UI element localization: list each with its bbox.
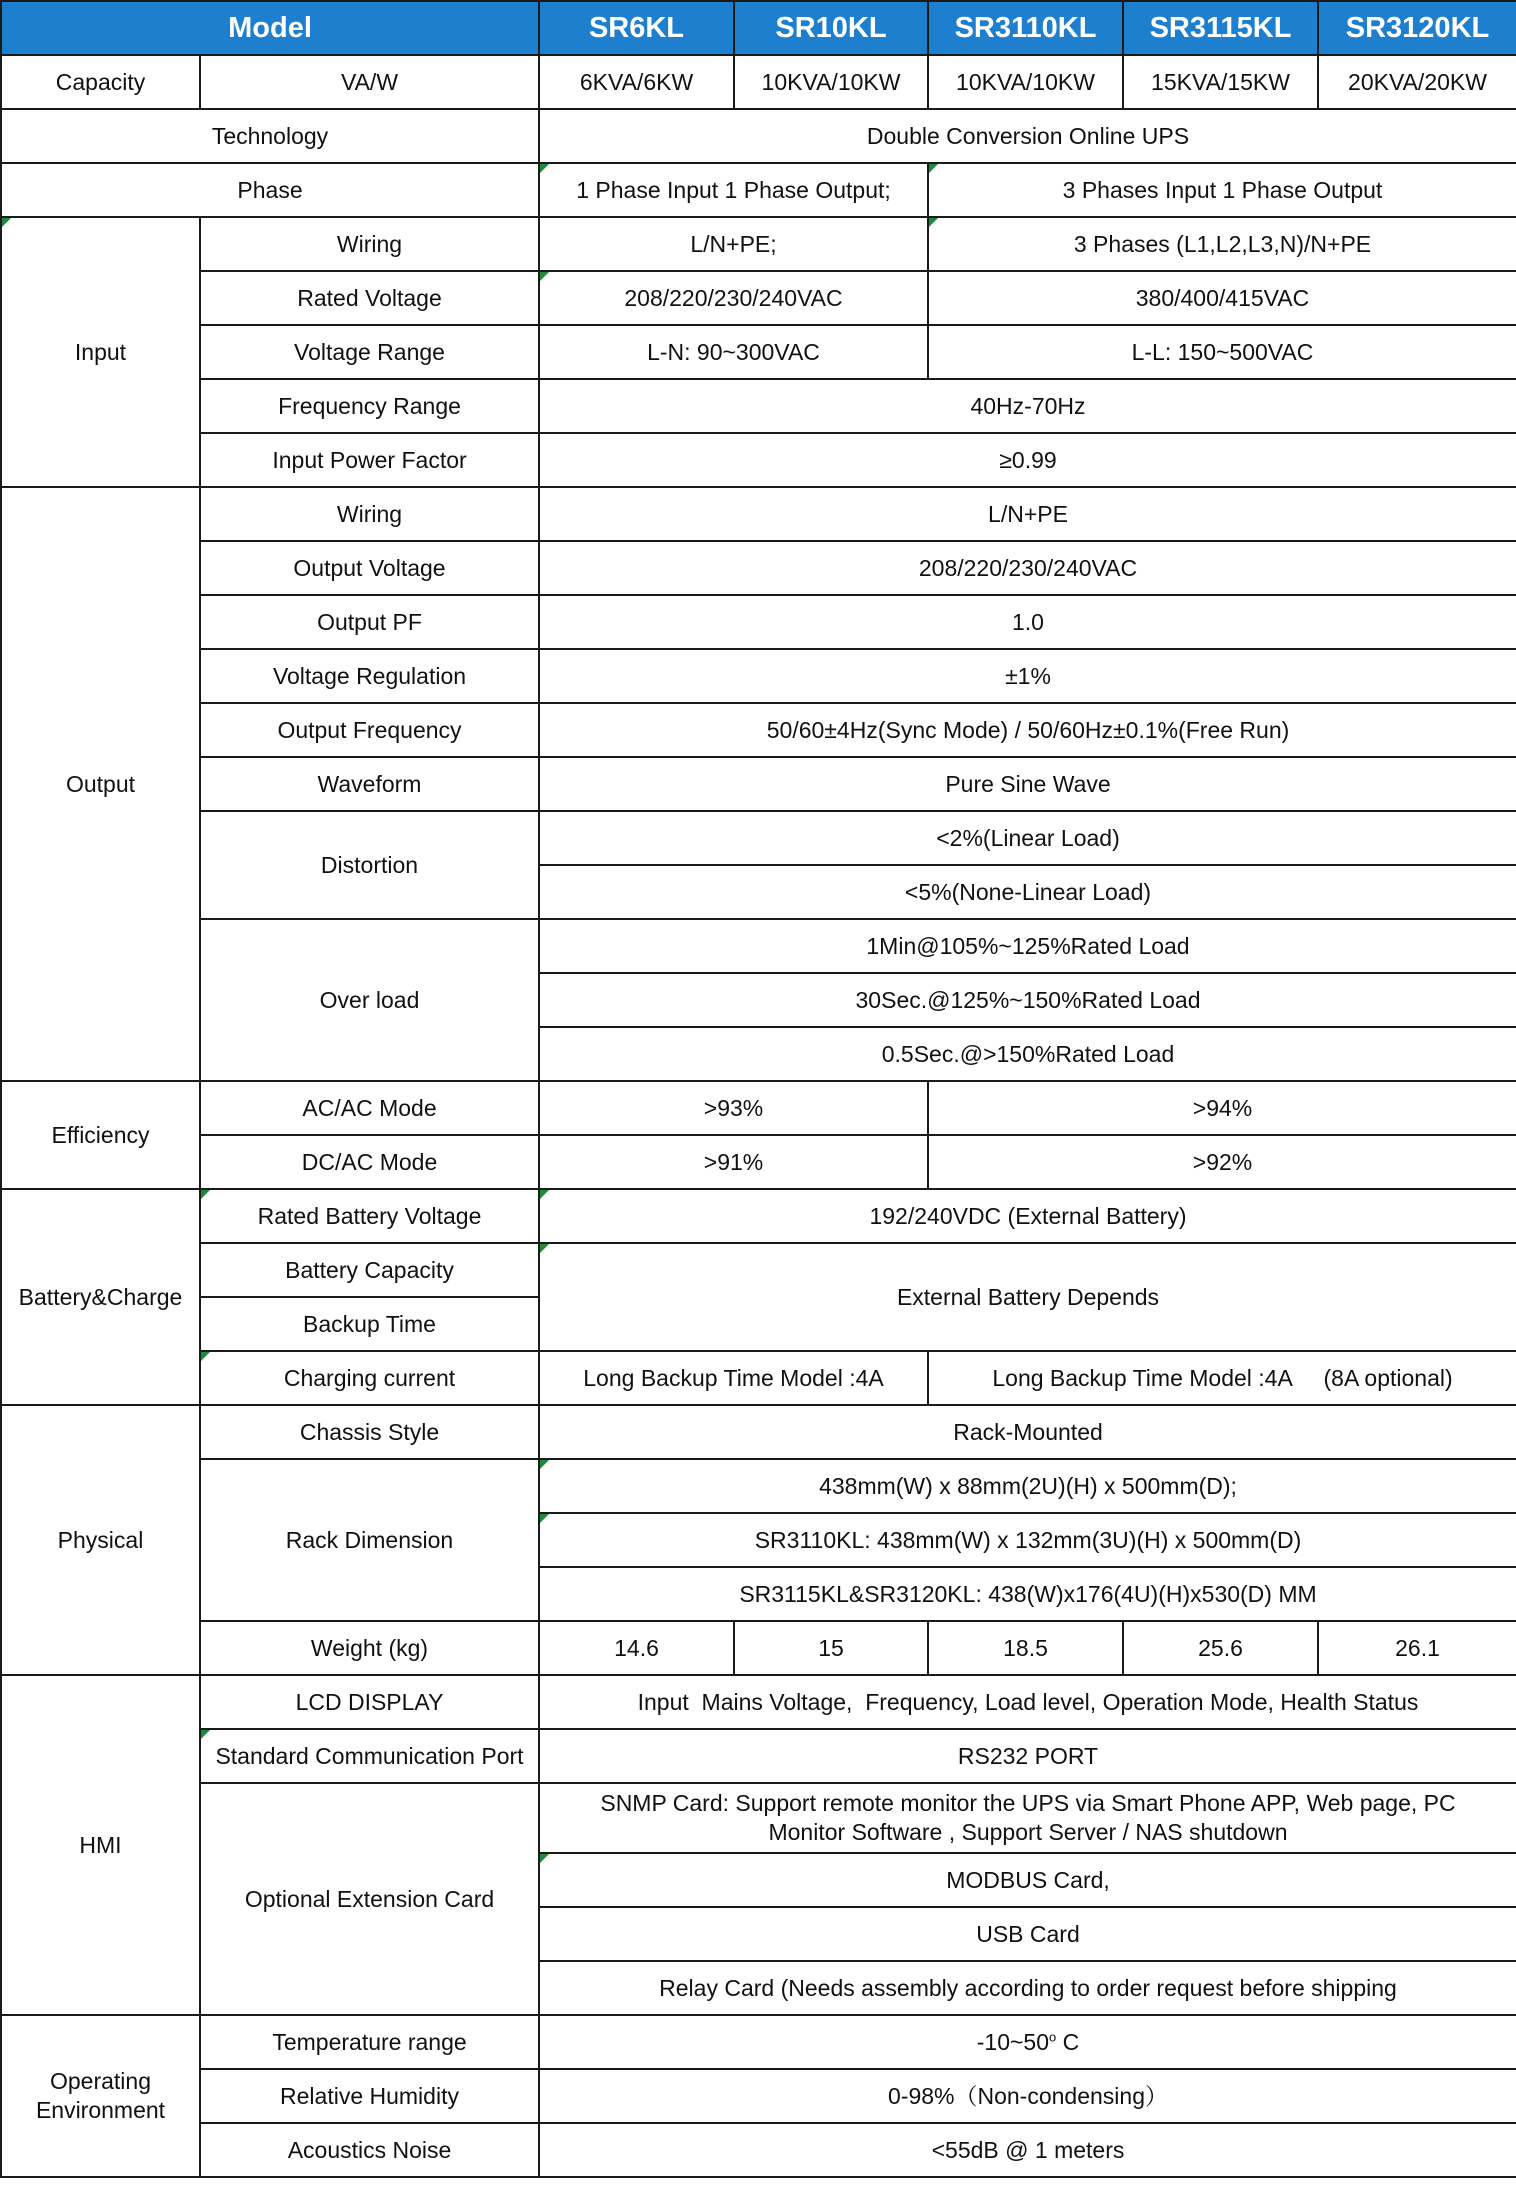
model-name: SR6KL bbox=[539, 1, 734, 55]
humidity-label: Relative Humidity bbox=[200, 2069, 539, 2123]
model-name: SR3115KL bbox=[1123, 1, 1318, 55]
environment-group-label: Operating Environment bbox=[1, 2015, 200, 2177]
temperature-label: Temperature range bbox=[200, 2015, 539, 2069]
efficiency-group-label: Efficiency bbox=[1, 1081, 200, 1189]
distortion-row bbox=[1, 811, 1516, 865]
capacity-row bbox=[1, 55, 1516, 109]
weight-value: 26.1 bbox=[1318, 1621, 1516, 1675]
waveform-value: Pure Sine Wave bbox=[539, 757, 1516, 811]
voltage-range-three: L-L: 150~500VAC bbox=[928, 325, 1516, 379]
model-name: SR3120KL bbox=[1318, 1, 1516, 55]
usb-card-value: USB Card bbox=[539, 1907, 1516, 1961]
comm-port-value: RS232 PORT bbox=[539, 1729, 1516, 1783]
output-wiring-label: Wiring bbox=[200, 487, 539, 541]
input-wiring-label: Wiring bbox=[200, 217, 539, 271]
comm-port-row bbox=[1, 1729, 1516, 1783]
humidity-row bbox=[1, 2069, 1516, 2123]
distortion-nonlinear: <5%(None-Linear Load) bbox=[539, 865, 1516, 919]
battery-capacity-label: Battery Capacity bbox=[200, 1243, 539, 1297]
rated-voltage-three: 380/400/415VAC bbox=[928, 271, 1516, 325]
overload-value: 1Min@105%~125%Rated Load bbox=[539, 919, 1516, 973]
lcd-value: Input Mains Voltage, Frequency, Load level, Operation Mode, Health Status bbox=[539, 1675, 1516, 1729]
physical-group-label: Physical bbox=[1, 1405, 200, 1675]
phase-single-value: 1 Phase Input 1 Phase Output; bbox=[539, 163, 928, 217]
output-wiring-row bbox=[1, 487, 1516, 541]
battery-voltage-value: 192/240VDC (External Battery) bbox=[539, 1189, 1516, 1243]
lcd-row bbox=[1, 1675, 1516, 1729]
voltage-range-label: Voltage Range bbox=[200, 325, 539, 379]
noise-label: Acoustics Noise bbox=[200, 2123, 539, 2177]
extension-card-label: Optional Extension Card bbox=[200, 1783, 539, 2015]
weight-value: 15 bbox=[734, 1621, 928, 1675]
output-group-label: Output bbox=[1, 487, 200, 1081]
header-row bbox=[1, 1, 1516, 55]
charging-row bbox=[1, 1351, 1516, 1405]
humidity-value: 0-98%（Non-condensing） bbox=[539, 2069, 1516, 2123]
output-voltage-value: 208/220/230/240VAC bbox=[539, 541, 1516, 595]
chassis-row bbox=[1, 1405, 1516, 1459]
voltage-regulation-label: Voltage Regulation bbox=[200, 649, 539, 703]
temperature-row bbox=[1, 2015, 1516, 2069]
weight-value: 14.6 bbox=[539, 1621, 734, 1675]
model-name: SR3110KL bbox=[928, 1, 1123, 55]
modbus-card-value: MODBUS Card, bbox=[539, 1853, 1516, 1907]
acac-three: >94% bbox=[928, 1081, 1516, 1135]
comm-port-label: Standard Communication Port bbox=[200, 1729, 539, 1783]
input-rated-voltage-row bbox=[1, 271, 1516, 325]
dcac-three: >92% bbox=[928, 1135, 1516, 1189]
overload-value: 0.5Sec.@>150%Rated Load bbox=[539, 1027, 1516, 1081]
input-pf-value: ≥0.99 bbox=[539, 433, 1516, 487]
capacity-label: Capacity bbox=[1, 55, 200, 109]
waveform-row bbox=[1, 757, 1516, 811]
battery-capacity-row bbox=[1, 1243, 1516, 1297]
lcd-label: LCD DISPLAY bbox=[200, 1675, 539, 1729]
voltage-regulation-value: ±1% bbox=[539, 649, 1516, 703]
output-pf-value: 1.0 bbox=[539, 595, 1516, 649]
dcac-label: DC/AC Mode bbox=[200, 1135, 539, 1189]
capacity-value: 6KVA/6KW bbox=[539, 55, 734, 109]
weight-value: 18.5 bbox=[928, 1621, 1123, 1675]
output-pf-row bbox=[1, 595, 1516, 649]
voltage-range-single: L-N: 90~300VAC bbox=[539, 325, 928, 379]
overload-row bbox=[1, 919, 1516, 973]
rack-dimension-row bbox=[1, 1459, 1516, 1513]
model-header: Model bbox=[1, 1, 539, 55]
phase-row bbox=[1, 163, 1516, 217]
input-wiring-single: L/N+PE; bbox=[539, 217, 928, 271]
acac-row bbox=[1, 1081, 1516, 1135]
dcac-single: >91% bbox=[539, 1135, 928, 1189]
battery-voltage-row bbox=[1, 1189, 1516, 1243]
model-name: SR10KL bbox=[734, 1, 928, 55]
voltage-regulation-row bbox=[1, 649, 1516, 703]
rated-voltage-single: 208/220/230/240VAC bbox=[539, 271, 928, 325]
output-frequency-value: 50/60±4Hz(Sync Mode) / 50/60Hz±0.1%(Free Run) bbox=[539, 703, 1516, 757]
frequency-range-value: 40Hz-70Hz bbox=[539, 379, 1516, 433]
capacity-value: 15KVA/15KW bbox=[1123, 55, 1318, 109]
output-voltage-row bbox=[1, 541, 1516, 595]
chassis-value: Rack-Mounted bbox=[539, 1405, 1516, 1459]
charging-label: Charging current bbox=[200, 1351, 539, 1405]
battery-group-label: Battery&Charge bbox=[1, 1189, 200, 1405]
noise-value: <55dB @ 1 meters bbox=[539, 2123, 1516, 2177]
temperature-range-text: -10~50 bbox=[976, 2028, 1050, 2055]
capacity-unit: VA/W bbox=[200, 55, 539, 109]
capacity-value: 20KVA/20KW bbox=[1318, 55, 1516, 109]
extension-card-row bbox=[1, 1783, 1516, 1853]
technology-label: Technology bbox=[1, 109, 539, 163]
input-frequency-row bbox=[1, 379, 1516, 433]
backup-time-label: Backup Time bbox=[200, 1297, 539, 1351]
output-pf-label: Output PF bbox=[200, 595, 539, 649]
capacity-value: 10KVA/10KW bbox=[734, 55, 928, 109]
input-wiring-row bbox=[1, 217, 1516, 271]
output-frequency-label: Output Frequency bbox=[200, 703, 539, 757]
distortion-label: Distortion bbox=[200, 811, 539, 919]
input-group-label: Input bbox=[1, 217, 200, 487]
frequency-range-label: Frequency Range bbox=[200, 379, 539, 433]
technology-value: Double Conversion Online UPS bbox=[539, 109, 1516, 163]
rated-voltage-label: Rated Voltage bbox=[200, 271, 539, 325]
output-voltage-label: Output Voltage bbox=[200, 541, 539, 595]
charging-single: Long Backup Time Model :4A bbox=[539, 1351, 928, 1405]
temperature-value bbox=[539, 2015, 1516, 2069]
waveform-label: Waveform bbox=[200, 757, 539, 811]
chassis-label: Chassis Style bbox=[200, 1405, 539, 1459]
relay-card-value: Relay Card (Needs assembly according to order request before shipping bbox=[539, 1961, 1516, 2015]
rack-dimension-value: SR3115KL&SR3120KL: 438(W)x176(4U)(H)x530(D) MM bbox=[539, 1567, 1516, 1621]
output-frequency-row bbox=[1, 703, 1516, 757]
weight-row bbox=[1, 1621, 1516, 1675]
rack-dimension-value: SR3110KL: 438mm(W) x 132mm(3U)(H) x 500mm(D) bbox=[539, 1513, 1516, 1567]
hmi-group-label: HMI bbox=[1, 1675, 200, 2015]
acac-label: AC/AC Mode bbox=[200, 1081, 539, 1135]
weight-value: 25.6 bbox=[1123, 1621, 1318, 1675]
degree-mark: o bbox=[1049, 2028, 1057, 2044]
phase-label: Phase bbox=[1, 163, 539, 217]
battery-voltage-label: Rated Battery Voltage bbox=[200, 1189, 539, 1243]
input-pf-label: Input Power Factor bbox=[200, 433, 539, 487]
charging-three: Long Backup Time Model :4A (8A optional) bbox=[928, 1351, 1516, 1405]
input-wiring-three: 3 Phases (L1,L2,L3,N)/N+PE bbox=[928, 217, 1516, 271]
overload-value: 30Sec.@125%~150%Rated Load bbox=[539, 973, 1516, 1027]
battery-capacity-value: External Battery Depends bbox=[539, 1243, 1516, 1351]
overload-label: Over load bbox=[200, 919, 539, 1081]
phase-three-value: 3 Phases Input 1 Phase Output bbox=[928, 163, 1516, 217]
capacity-value: 10KVA/10KW bbox=[928, 55, 1123, 109]
acac-single: >93% bbox=[539, 1081, 928, 1135]
temperature-unit: C bbox=[1056, 2028, 1080, 2055]
noise-row bbox=[1, 2123, 1516, 2177]
distortion-linear: <2%(Linear Load) bbox=[539, 811, 1516, 865]
weight-label: Weight (kg) bbox=[200, 1621, 539, 1675]
output-wiring-value: L/N+PE bbox=[539, 487, 1516, 541]
snmp-card-value: SNMP Card: Support remote monitor the UPS via Smart Phone APP, Web page, PC Monitor Software , Support Server / NAS shutdown bbox=[539, 1783, 1516, 1853]
dcac-row bbox=[1, 1135, 1516, 1189]
rack-dimension-value: 438mm(W) x 88mm(2U)(H) x 500mm(D); bbox=[539, 1459, 1516, 1513]
input-voltage-range-row bbox=[1, 325, 1516, 379]
rack-dimension-label: Rack Dimension bbox=[200, 1459, 539, 1621]
input-pf-row bbox=[1, 433, 1516, 487]
technology-row bbox=[1, 109, 1516, 163]
